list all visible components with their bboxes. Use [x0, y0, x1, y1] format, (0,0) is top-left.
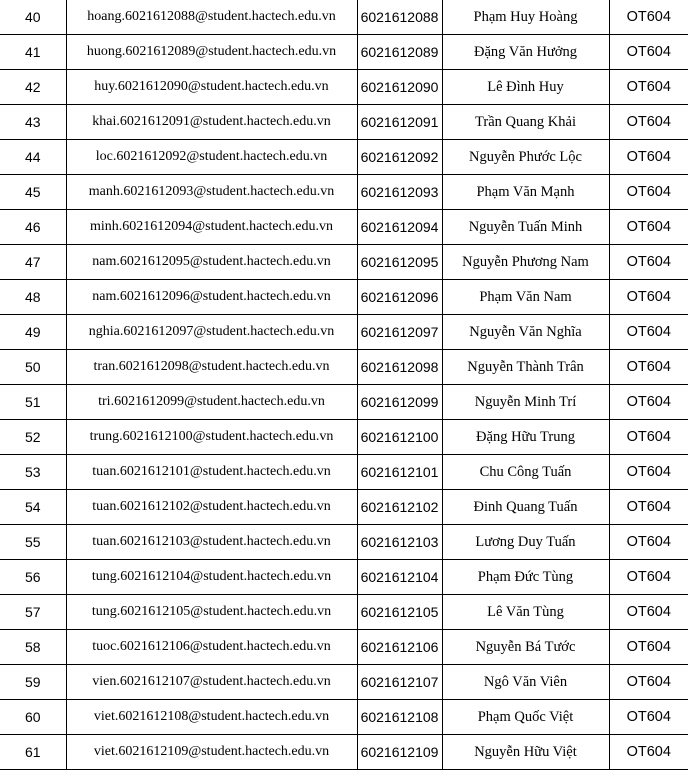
row-number-cell: 43 [0, 105, 66, 140]
table-row [0, 525, 688, 560]
table-row [0, 175, 688, 210]
student-name-cell: Nguyễn Văn Nghĩa [442, 315, 609, 350]
email-cell: tuoc.6021612106@student.hactech.edu.vn [66, 630, 357, 665]
row-number-cell: 58 [0, 630, 66, 665]
row-number-cell: 48 [0, 280, 66, 315]
table-row [0, 735, 688, 770]
student-name-cell: Chu Công Tuấn [442, 455, 609, 490]
table-row [0, 455, 688, 490]
row-number-cell: 52 [0, 420, 66, 455]
class-code-cell: OT604 [609, 595, 688, 630]
student-name-cell: Phạm Đức Tùng [442, 560, 609, 595]
student-id-cell: 6021612104 [357, 560, 442, 595]
email-cell: khai.6021612091@student.hactech.edu.vn [66, 105, 357, 140]
class-code-cell: OT604 [609, 665, 688, 700]
email-cell: tuan.6021612101@student.hactech.edu.vn [66, 455, 357, 490]
table-row [0, 700, 688, 735]
student-name-cell: Lê Văn Tùng [442, 595, 609, 630]
email-cell: tung.6021612104@student.hactech.edu.vn [66, 560, 357, 595]
email-cell: viet.6021612108@student.hactech.edu.vn [66, 700, 357, 735]
email-cell: loc.6021612092@student.hactech.edu.vn [66, 140, 357, 175]
email-cell: nam.6021612096@student.hactech.edu.vn [66, 280, 357, 315]
table-row [0, 315, 688, 350]
row-number-cell: 42 [0, 70, 66, 105]
class-code-cell: OT604 [609, 245, 688, 280]
row-number-cell: 50 [0, 350, 66, 385]
student-id-cell: 6021612091 [357, 105, 442, 140]
table-row [0, 490, 688, 525]
table-row [0, 350, 688, 385]
student-id-cell: 6021612097 [357, 315, 442, 350]
class-code-cell: OT604 [609, 105, 688, 140]
row-number-cell: 51 [0, 385, 66, 420]
row-number-cell: 53 [0, 455, 66, 490]
table-row [0, 280, 688, 315]
row-number-cell: 47 [0, 245, 66, 280]
student-name-cell: Nguyễn Hữu Việt [442, 735, 609, 770]
email-cell: hoang.6021612088@student.hactech.edu.vn [66, 0, 357, 35]
email-cell: manh.6021612093@student.hactech.edu.vn [66, 175, 357, 210]
student-id-cell: 6021612105 [357, 595, 442, 630]
class-code-cell: OT604 [609, 420, 688, 455]
table-row [0, 385, 688, 420]
class-code-cell: OT604 [609, 315, 688, 350]
email-cell: huong.6021612089@student.hactech.edu.vn [66, 35, 357, 70]
student-id-cell: 6021612103 [357, 525, 442, 560]
student-id-cell: 6021612107 [357, 665, 442, 700]
student-id-cell: 6021612094 [357, 210, 442, 245]
email-cell: nghia.6021612097@student.hactech.edu.vn [66, 315, 357, 350]
row-number-cell: 41 [0, 35, 66, 70]
class-code-cell: OT604 [609, 490, 688, 525]
row-number-cell: 56 [0, 560, 66, 595]
class-code-cell: OT604 [609, 455, 688, 490]
student-name-cell: Nguyễn Tuấn Minh [442, 210, 609, 245]
student-id-cell: 6021612095 [357, 245, 442, 280]
row-number-cell: 44 [0, 140, 66, 175]
student-id-cell: 6021612106 [357, 630, 442, 665]
student-name-cell: Ngô Văn Viên [442, 665, 609, 700]
student-name-cell: Nguyễn Phước Lộc [442, 140, 609, 175]
student-id-cell: 6021612096 [357, 280, 442, 315]
table-row [0, 560, 688, 595]
table-row [0, 105, 688, 140]
email-cell: minh.6021612094@student.hactech.edu.vn [66, 210, 357, 245]
row-number-cell: 46 [0, 210, 66, 245]
class-code-cell: OT604 [609, 175, 688, 210]
row-number-cell: 60 [0, 700, 66, 735]
table-row [0, 245, 688, 280]
class-code-cell: OT604 [609, 140, 688, 175]
email-cell: tri.6021612099@student.hactech.edu.vn [66, 385, 357, 420]
student-id-cell: 6021612089 [357, 35, 442, 70]
class-code-cell: OT604 [609, 0, 688, 35]
student-name-cell: Nguyễn Minh Trí [442, 385, 609, 420]
student-id-cell: 6021612109 [357, 735, 442, 770]
row-number-cell: 45 [0, 175, 66, 210]
student-id-cell: 6021612093 [357, 175, 442, 210]
email-cell: trung.6021612100@student.hactech.edu.vn [66, 420, 357, 455]
student-id-cell: 6021612100 [357, 420, 442, 455]
student-name-cell: Đặng Hữu Trung [442, 420, 609, 455]
student-name-cell: Phạm Quốc Việt [442, 700, 609, 735]
student-name-cell: Lương Duy Tuấn [442, 525, 609, 560]
class-code-cell: OT604 [609, 280, 688, 315]
student-name-cell: Phạm Huy Hoàng [442, 0, 609, 35]
table-row [0, 0, 688, 35]
class-code-cell: OT604 [609, 35, 688, 70]
row-number-cell: 54 [0, 490, 66, 525]
email-cell: tuan.6021612103@student.hactech.edu.vn [66, 525, 357, 560]
row-number-cell: 61 [0, 735, 66, 770]
student-name-cell: Trần Quang Khải [442, 105, 609, 140]
table-row [0, 210, 688, 245]
student-id-cell: 6021612102 [357, 490, 442, 525]
table-row [0, 630, 688, 665]
table-row [0, 140, 688, 175]
email-cell: tran.6021612098@student.hactech.edu.vn [66, 350, 357, 385]
row-number-cell: 57 [0, 595, 66, 630]
table-row [0, 35, 688, 70]
class-code-cell: OT604 [609, 525, 688, 560]
student-name-cell: Nguyễn Bá Tước [442, 630, 609, 665]
table-row [0, 70, 688, 105]
email-cell: huy.6021612090@student.hactech.edu.vn [66, 70, 357, 105]
student-id-cell: 6021612099 [357, 385, 442, 420]
table-row [0, 420, 688, 455]
row-number-cell: 49 [0, 315, 66, 350]
student-name-cell: Đặng Văn Hưởng [442, 35, 609, 70]
email-cell: tuan.6021612102@student.hactech.edu.vn [66, 490, 357, 525]
row-number-cell: 40 [0, 0, 66, 35]
table-row [0, 665, 688, 700]
student-name-cell: Đinh Quang Tuấn [442, 490, 609, 525]
class-code-cell: OT604 [609, 210, 688, 245]
row-number-cell: 59 [0, 665, 66, 700]
student-id-cell: 6021612090 [357, 70, 442, 105]
row-number-cell: 55 [0, 525, 66, 560]
class-code-cell: OT604 [609, 560, 688, 595]
class-code-cell: OT604 [609, 70, 688, 105]
class-code-cell: OT604 [609, 350, 688, 385]
student-id-cell: 6021612092 [357, 140, 442, 175]
student-name-cell: Phạm Văn Nam [442, 280, 609, 315]
class-code-cell: OT604 [609, 385, 688, 420]
student-id-cell: 6021612108 [357, 700, 442, 735]
email-cell: tung.6021612105@student.hactech.edu.vn [66, 595, 357, 630]
email-cell: vien.6021612107@student.hactech.edu.vn [66, 665, 357, 700]
class-code-cell: OT604 [609, 735, 688, 770]
student-name-cell: Nguyễn Thành Trân [442, 350, 609, 385]
email-cell: viet.6021612109@student.hactech.edu.vn [66, 735, 357, 770]
student-id-cell: 6021612098 [357, 350, 442, 385]
class-code-cell: OT604 [609, 700, 688, 735]
table-row [0, 595, 688, 630]
student-id-cell: 6021612101 [357, 455, 442, 490]
student-name-cell: Lê Đình Huy [442, 70, 609, 105]
email-cell: nam.6021612095@student.hactech.edu.vn [66, 245, 357, 280]
class-code-cell: OT604 [609, 630, 688, 665]
student-name-cell: Phạm Văn Mạnh [442, 175, 609, 210]
student-id-cell: 6021612088 [357, 0, 442, 35]
student-name-cell: Nguyễn Phương Nam [442, 245, 609, 280]
